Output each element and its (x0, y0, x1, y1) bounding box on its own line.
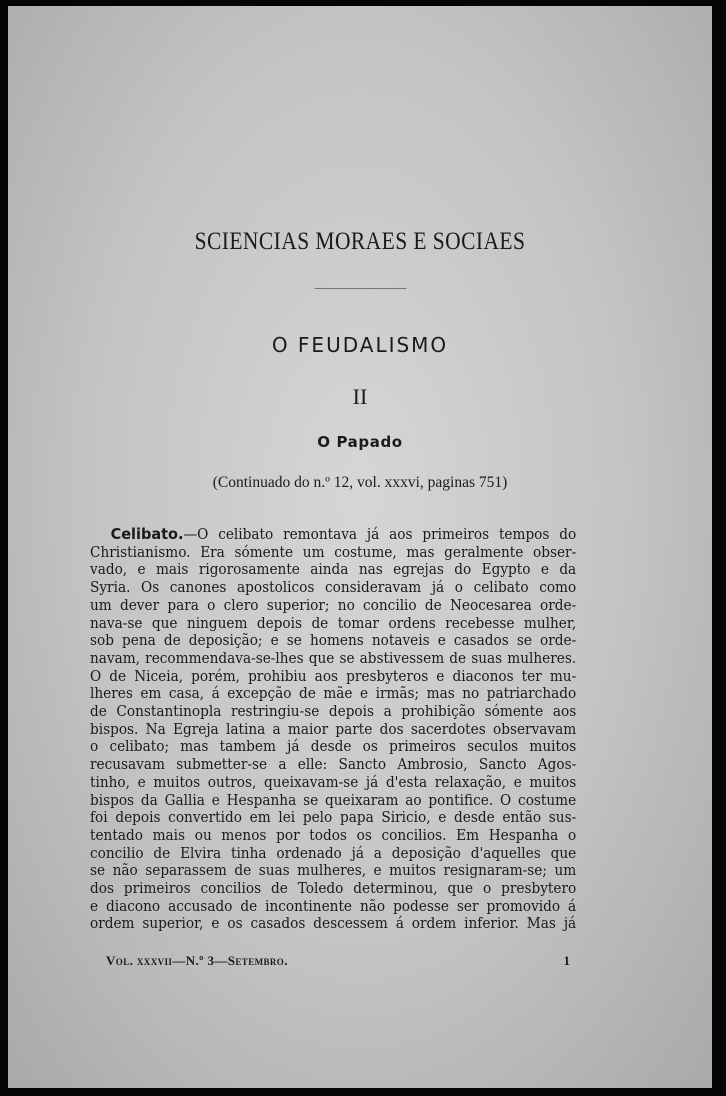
printed-page (8, 6, 712, 1088)
body-line: vado, e mais rigorosamente ainda nas egrejas do Egypto e da (90, 561, 577, 579)
body-line: recusavam submetter-se a elle: Sancto Ambrosio, Sancto Agos- (90, 756, 577, 774)
body-line-text: —O celibato remontava já aos primeiros tempos do (183, 526, 577, 543)
body-line: sob pena de deposição; e se homens notaveis e casados se orde- (90, 632, 577, 650)
body-line: tentado mais ou menos por todos os concilios. Em Hespanha o (90, 826, 577, 844)
body-line: o celibato; mas tambem já desde os primeiros seculos muitos (90, 738, 577, 756)
body-line: Christianismo. Era sómente um costume, mas geralmente obser- (90, 543, 577, 561)
body-line: ordem superior, e os casados descessem á ordem inferior. Mas já (90, 915, 577, 933)
body-line: lheres em casa, á excepção de mãe e irmãs; mas no patriarchado (90, 685, 577, 703)
volume-line: Vol. xxxvii—N.º 3—Setembro. (106, 953, 288, 968)
body-line: concilio de Elvira tinha ordenado já a deposição d'aquelles que (90, 844, 577, 862)
body-line (90, 526, 576, 544)
article-title: O FEUDALISMO (271, 333, 449, 357)
page-footer (106, 953, 570, 969)
body-line: tinho, e muitos outros, queixavam-se já d'esta relaxação, e muitos (90, 773, 577, 791)
ornament-rule: ~~~~~~~~~~~~~~~~~~~~~~~~ (314, 284, 406, 293)
body-line: de Constantinopla restringiu-se depois a prohibição sómente aos (90, 703, 577, 721)
body-line: dos primeiros concilios de Toledo determinou, que o presbytero (90, 880, 577, 898)
continuation-note: (Continuado do n.º 12, vol. xxxvi, paginas 751) (212, 474, 508, 491)
body-line: foi depois convertido em lei pelo papa Siricio, e desde então sus- (90, 809, 577, 827)
lead-word: Celibato. (110, 525, 184, 543)
body-line: bispos da Gallia e Hespanha se queixaram ao pontifice. O costume (90, 791, 577, 809)
signature-mark: 1 (563, 953, 570, 968)
body-text (90, 526, 576, 933)
body-line: se não separassem de suas mulheres, e muitos resignaram-se; um (90, 862, 577, 880)
part-number: II (352, 384, 368, 409)
body-line: e diacono accusado de incontinente não podesse ser promovido á (90, 897, 577, 915)
body-line: navam, recommendava-se-lhes que se abstivessem de suas mulheres. (90, 649, 577, 667)
body-line: bispos. Na Egreja latina a maior parte dos sacerdotes observavam (90, 720, 577, 738)
body-line: nava-se que ninguem depois de tomar ordens recebesse mulher, (90, 614, 577, 632)
section-title: SCIENCIAS MORAES E SOCIAES (194, 228, 526, 255)
body-line: Syria. Os canones apostolicos consideravam já o celibato como (90, 579, 577, 597)
body-line: um dever para o clero superior; no concilio de Neocesarea orde- (90, 596, 577, 614)
body-line: O de Niceia, porém, prohibiu aos presbyteros e diaconos ter mu- (90, 667, 577, 685)
chapter-subtitle: O Papado (317, 433, 403, 451)
